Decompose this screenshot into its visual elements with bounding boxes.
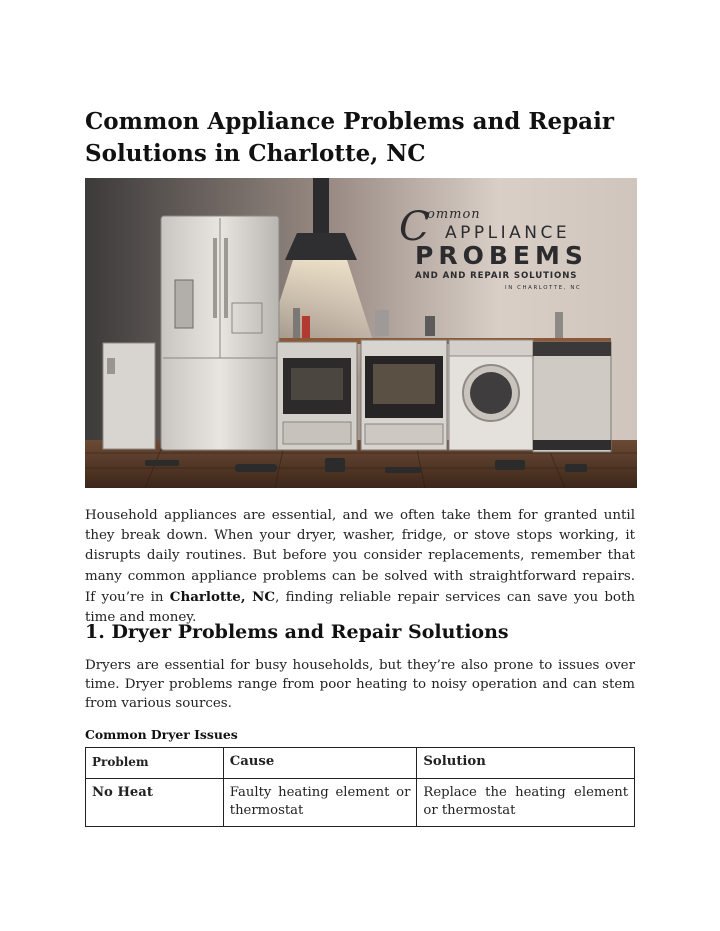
cell-solution: Replace the heating element or thermostat bbox=[417, 779, 635, 827]
logo-line-2: APPLIANCE bbox=[445, 223, 571, 243]
table-caption: Common Dryer Issues bbox=[85, 727, 238, 742]
header-solution: Solution bbox=[417, 748, 635, 779]
dryer-issues-table bbox=[85, 747, 635, 827]
appliance-illustration bbox=[85, 178, 637, 488]
logo-line-3: PROBEMS bbox=[415, 241, 588, 270]
logo-script: ommon bbox=[427, 207, 481, 222]
page-title: Common Appliance Problems and Repair Solutions in Charlotte, NC bbox=[85, 108, 614, 167]
header-problem: Problem bbox=[86, 748, 224, 779]
table-row bbox=[86, 779, 635, 827]
logo-line-5: IN CHARLOTTE, NC bbox=[505, 285, 582, 291]
intro-text-start: Household appliances are essential, and we often take them for granted until they break down. When your dryer, washer, fridge, or stove stops working, it disrupts daily routines. But before you consider replacements, remember that many common appliance problems can be solved with straightforward repairs. If you’re in bbox=[85, 508, 635, 605]
section-heading-dryer: 1. Dryer Problems and Repair Solutions bbox=[85, 621, 509, 643]
intro-text-end: , finding reliable repair services can save you both time and money. bbox=[85, 589, 635, 626]
table-header-row bbox=[86, 748, 635, 779]
logo-line-4: AND AND REPAIR SOLUTIONS bbox=[415, 271, 578, 281]
dryer-paragraph: Dryers are essential for busy households, but they’re also prone to issues over time. Dryer problems range from poor heating to noisy operation and can stem from various sources. bbox=[85, 658, 635, 711]
intro-location-bold: Charlotte, NC bbox=[169, 588, 276, 605]
hero-image bbox=[85, 178, 637, 488]
cell-cause: Faulty heating element or thermostat bbox=[223, 779, 417, 827]
intro-paragraph bbox=[85, 506, 635, 628]
logo-letter: C bbox=[399, 204, 430, 250]
cell-problem: No Heat bbox=[86, 779, 224, 827]
header-cause: Cause bbox=[223, 748, 417, 779]
